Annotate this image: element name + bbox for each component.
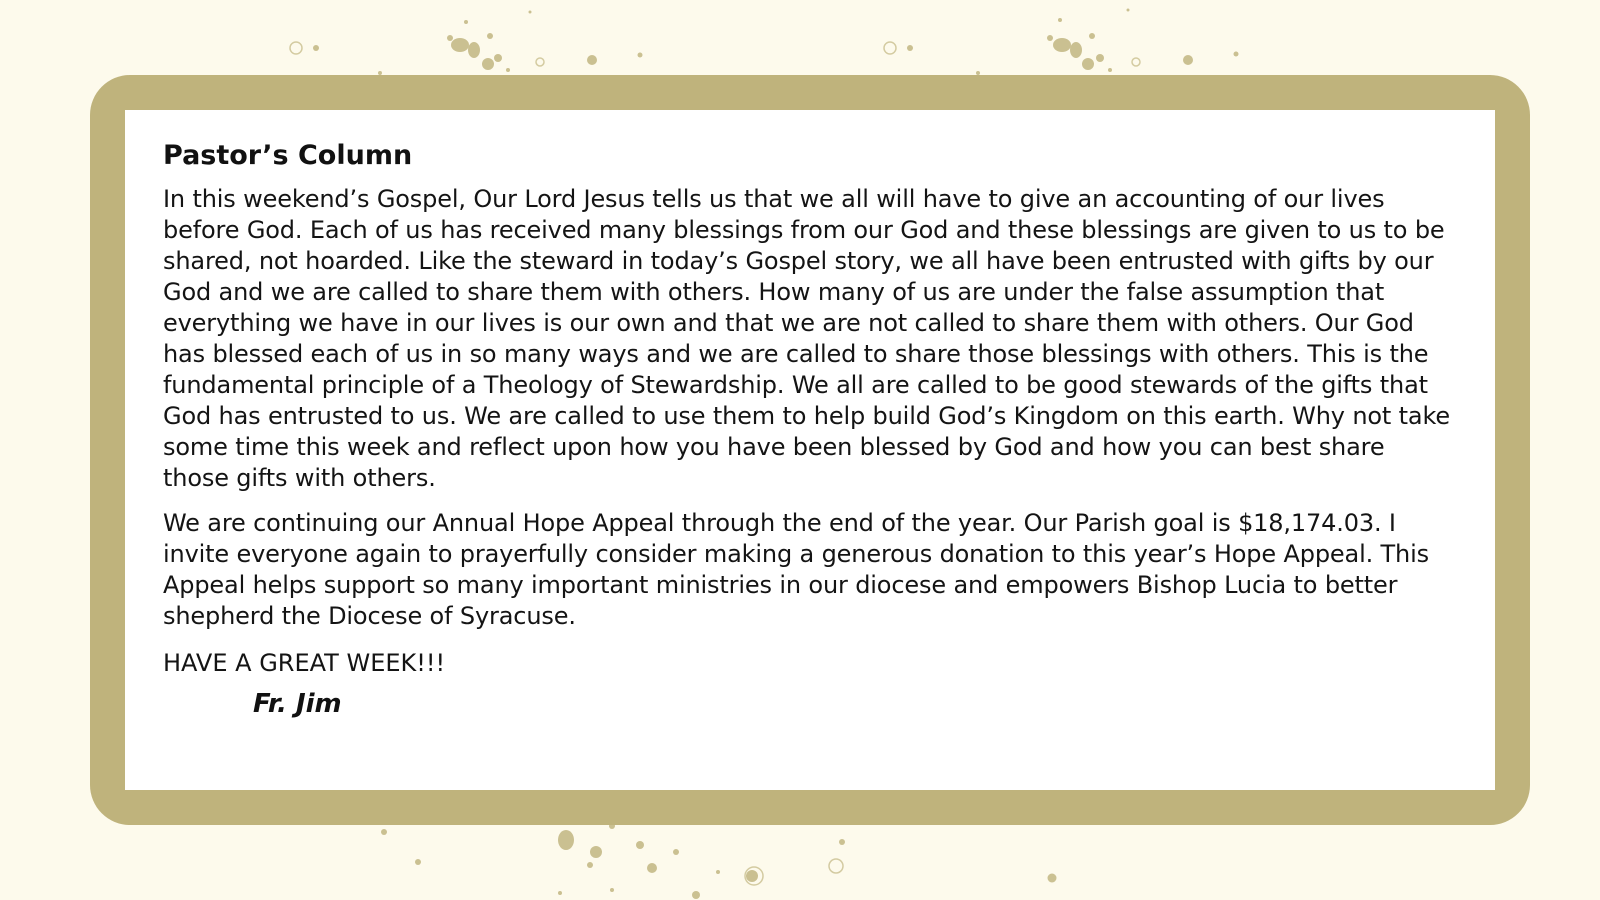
column-card <box>125 110 1495 790</box>
gold-frame <box>90 75 1530 825</box>
signature: Fr. Jim <box>253 689 342 719</box>
gospel-reflection-paragraph: In this weekend’s Gospel, Our Lord Jesus tells us that we all will have to give an accounting of our lives before God. Each of us has received many blessings from our God and these blessings are given to us to be shared, not hoarded. Like the steward in today’s Gospel story, we all have been entrusted with gifts by our God and we are called to share them with others. How many of us are under the false assumption that everything we have in our lives is our own and that we are not called to share them with others. Our God has blessed each of us in so many ways and we are called to share those blessings with others. This is the fundamental principle of a Theology of Stewardship. We all are called to be good stewards of the gifts that God has entrusted to us. We are called to use them to help build God’s Kingdom on this earth. Why not take some time this week and reflect upon how you have been blessed by God and how you can best share those gifts with others. <box>163 185 1450 492</box>
closing-line: HAVE A GREAT WEEK!!! <box>163 649 446 677</box>
hope-appeal-paragraph: We are continuing our Annual Hope Appeal through the end of the year. Our Parish goal is $18,174.03. I invite everyone again to prayerfully consider making a generous donation to this year’s Hope Appeal. This Appeal helps support so many important ministries in our diocese and empowers Bishop Lucia to better shepherd the Diocese of Syracuse. <box>163 509 1429 630</box>
column-title: Pastor’s Column <box>163 140 413 171</box>
